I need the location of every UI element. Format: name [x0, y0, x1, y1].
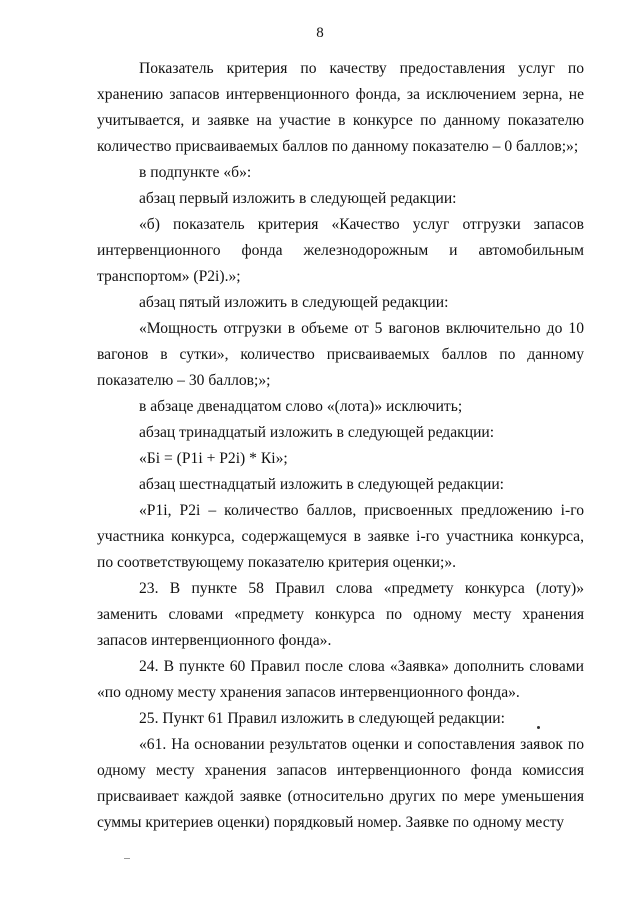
paragraph-2: в подпункте «б»:	[139, 164, 252, 181]
paragraph-3: абзац первый изложить в следующей редакции:	[139, 190, 457, 207]
paragraph-9: «Бi = (Р1i + Р2i) * Кi»;	[139, 450, 288, 467]
paragraph-5: абзац пятый изложить в следующей редакции:	[139, 294, 449, 311]
paragraph-8: абзац тринадцатый изложить в следующей редакции:	[139, 424, 495, 441]
scan-mark	[124, 858, 130, 859]
document-body	[97, 56, 584, 836]
paragraph-13: 24. В пункте 60 Правил после слова «Заявка» дополнить словами «по одному месту хранения запасов интервенционного фонда».	[97, 658, 584, 701]
paragraph-15: «61. На основании результатов оценки и сопоставления заявок по одному месту хранения запасов интервенционного фонда комиссия присваивает каждой заявке (относительно других по мере уменьшения суммы критериев оценки) порядковый номер. Заявке по одному месту	[97, 736, 584, 831]
paragraph-10: абзац шестнадцатый изложить в следующей редакции:	[139, 476, 505, 493]
paragraph-4: «б) показатель критерия «Качество услуг отгрузки запасов интервенционного фонда железнодорожным и автомобильным транспортом» (Р2i).»;	[97, 216, 584, 285]
page-number: 8	[316, 25, 324, 41]
paragraph-6: «Мощность отгрузки в объеме от 5 вагонов включительно до 10 вагонов в сутки», количество присваиваемых баллов по данному показателю – 30 баллов;»;	[97, 320, 584, 389]
paragraph-12: 23. В пункте 58 Правил слова «предмету конкурса (лоту)» заменить словами «предмету конкурса по одному месту хранения запасов интервенционного фонда».	[97, 580, 584, 649]
scan-speck	[537, 726, 540, 729]
paragraph-11: «Р1i, Р2i – количество баллов, присвоенных предложению i-го участника конкурса, содержащемуся в заявке i-го участника конкурса, по соответствующему показателю критерия оценки;».	[97, 502, 584, 571]
paragraph-14: 25. Пункт 61 Правил изложить в следующей редакции:	[139, 710, 505, 727]
paragraph-7: в абзаце двенадцатом слово «(лота)» исключить;	[139, 398, 463, 415]
paragraph-1: Показатель критерия по качеству предоставления услуг по хранению запасов интервенционного фонда, за исключением зерна, не учитывается, и заявке на участие в конкурсе по данному показателю количество присваиваемых баллов по данному показателю – 0 баллов;»;	[97, 60, 584, 155]
